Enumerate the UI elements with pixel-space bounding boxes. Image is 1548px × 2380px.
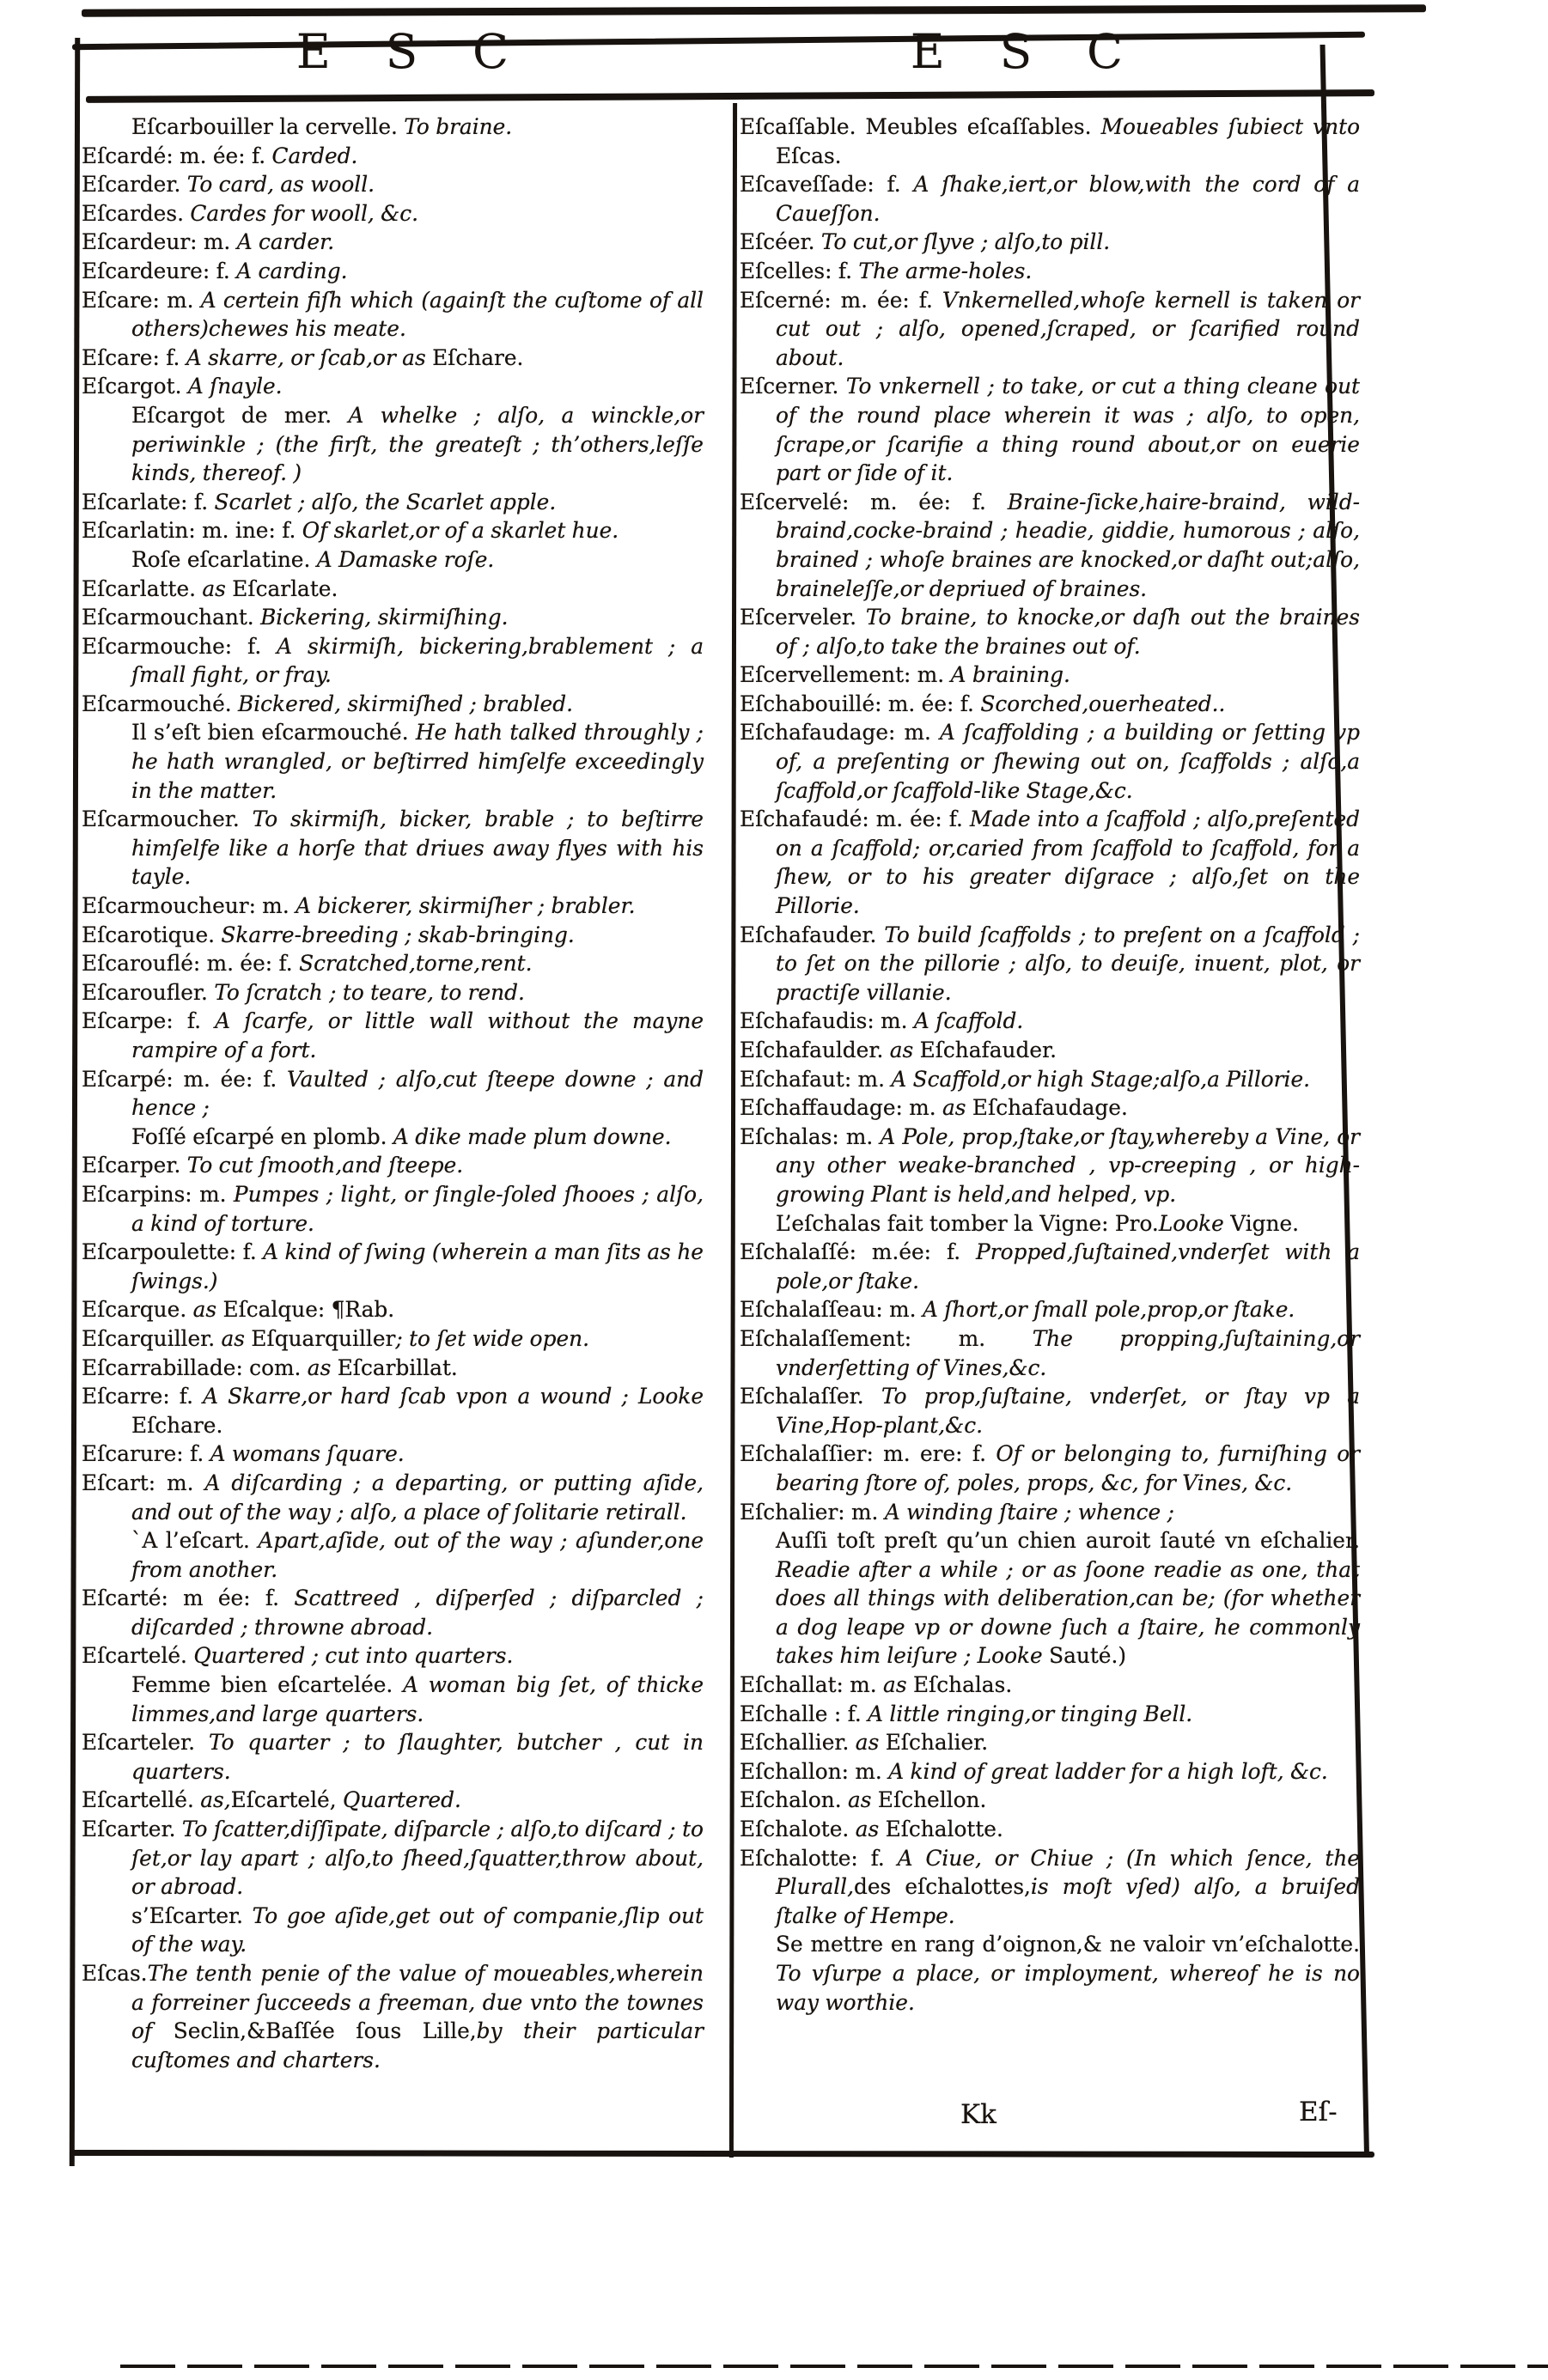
- dictionary-entry: [82, 1728, 704, 1786]
- gloss-text: To ſcratch ; to teare, to rend.: [214, 979, 525, 1005]
- dictionary-entry: [82, 1123, 704, 1152]
- headword-text: Eſcerné: m. ée: f.: [740, 287, 942, 313]
- gloss-text: as: [855, 1730, 886, 1756]
- dictionary-entry: [740, 690, 1360, 719]
- gloss-text: A diſcarding ; a departing, or putting aſide, and out of the way ; alſo, a place of ſolitarie retirall.: [131, 1470, 704, 1525]
- headword-text: Auſſi toſt preſt qu’un chien auroit ſauté vn eſchalier.: [776, 1528, 1360, 1554]
- headword-text: Eſcarmouche: f.: [82, 633, 277, 659]
- top-outer-rule: [82, 4, 1426, 16]
- headword-text: Eſcervellement: m.: [740, 662, 951, 688]
- dictionary-entry: [740, 1324, 1360, 1382]
- dictionary-entry: [740, 488, 1360, 603]
- headword-text: Eſcardes.: [82, 200, 191, 226]
- gloss-text: Braine-ſicke,haire-braind, wild-braind,cocke-braind ; headie, giddie, humorous ; alſo, brained ; whoſe braines are knocked,or daſht out;alſo, braineleſſe,or depriued of braines.: [776, 489, 1360, 601]
- headword-text: Eſcarlate.: [232, 575, 338, 601]
- gloss-text: Vnkernelled,whoſe kernell is taken or cut out ; alſo, opened,ſcraped, or ſcarified round about.: [776, 287, 1361, 370]
- dictionary-entry: [740, 1815, 1360, 1844]
- dictionary-entry: [740, 1209, 1360, 1239]
- dictionary-entry: [740, 1786, 1360, 1815]
- gloss-text: Scratched,torne,rent.: [299, 951, 533, 977]
- dictionary-entry: [82, 1469, 704, 1526]
- headword-text: Eſchalaſſer.: [740, 1384, 882, 1409]
- dictionary-entry: [82, 199, 704, 228]
- gloss-text: Of or belonging to, furniſhing or bearing ſtore of, poles, props, &c, for Vines, &c.: [776, 1441, 1360, 1495]
- gloss-text: Quartered ; cut into quarters.: [193, 1643, 514, 1669]
- dictionary-entry: [740, 372, 1360, 487]
- dictionary-entry: [740, 1700, 1360, 1729]
- headword-text: Eſchalaſſeau: m.: [740, 1297, 923, 1323]
- dictionary-entry: [82, 401, 704, 488]
- headword-text: Eſchafaudage.: [972, 1095, 1128, 1121]
- headword-text: s’Eſcarter.: [131, 1902, 253, 1928]
- gloss-text: To skirmiſh, bicker, brable ; to beſtirre himſelfe like a horſe that driues away flyes with his tayle.: [131, 807, 704, 890]
- headword-text: Eſchafaudé: m. ée: f.: [740, 807, 970, 832]
- headword-text: Eſcarpins: m.: [82, 1181, 234, 1207]
- gloss-text: as: [942, 1095, 972, 1121]
- headword-text: Eſchaffaudage: m.: [740, 1095, 943, 1121]
- gloss-text: Apart,aſide, out of the way ; aſunder,one from another.: [131, 1528, 704, 1582]
- dictionary-entry: [82, 1238, 704, 1295]
- dictionary-entry: [82, 603, 704, 632]
- headword-text: Eſchalon.: [740, 1787, 849, 1813]
- dictionary-entry: [740, 1844, 1360, 1931]
- headword-text: Eſchalaſſement: m.: [740, 1325, 1033, 1351]
- dictionary-entry: [82, 892, 704, 921]
- gloss-text: A ſcaffold.: [913, 1008, 1024, 1034]
- headword-text: Seclin,&Baſſée ſous Lille,: [173, 2018, 477, 2044]
- headword-text: Eſchalas.: [912, 1672, 1013, 1698]
- gloss-text: To vnkernell ; to take, or cut a thing cleane out of the round place wherein it was ; alſo, to open, ſcrape,or ſcarifie a thing round about,or on euerie part or ſide of it.: [776, 374, 1361, 486]
- headword-text: Eſcarper.: [82, 1153, 187, 1178]
- headword-text: Eſchalotte: f.: [740, 1845, 898, 1871]
- headword-text: Eſchare.: [432, 344, 524, 370]
- gloss-text: Looke: [1158, 1210, 1231, 1236]
- headword-text: Eſchafaut: m.: [740, 1066, 892, 1092]
- gloss-text: To goe aſide,get out of companie,ſlip out of the way.: [131, 1902, 704, 1957]
- headword-text: Eſchabouillé: m. ée: f.: [740, 691, 981, 716]
- dictionary-entry: [740, 718, 1360, 805]
- dictionary-entry: [82, 1151, 704, 1180]
- dictionary-entry: [740, 921, 1360, 1007]
- gloss-text: To braine.: [404, 114, 513, 139]
- headword-text: Eſquarquiller: [251, 1325, 396, 1351]
- headword-text: Eſcare: f.: [82, 344, 186, 370]
- headword-text: Eſcarmoucheur: m.: [82, 893, 296, 919]
- gloss-text: To ſcatter,diſſipate, diſparcle ; alſo,to diſcard ; to ſet,or lay apart ; alſo,to ſheed,ſquatter,throw about, or abroad.: [131, 1817, 704, 1900]
- dictionary-entry: [740, 1093, 1360, 1123]
- gloss-text: Scattreed , diſperſed ; diſparcled ; diſcarded ; throwne abroad.: [131, 1586, 704, 1640]
- gloss-text: A Damaske roſe.: [316, 546, 495, 572]
- dictionary-entry: [740, 1498, 1360, 1527]
- dictionary-entry: [82, 1902, 704, 1959]
- dictionary-entry: [82, 1065, 704, 1123]
- dictionary-entry: [82, 286, 704, 344]
- gloss-text: as: [883, 1672, 913, 1698]
- dictionary-entry: [740, 257, 1360, 286]
- gloss-text: Of skarlet,or of a skarlet hue.: [302, 518, 619, 544]
- headword-text: Eſcare: m.: [82, 287, 201, 313]
- headword-text: Eſchare.: [131, 1412, 223, 1438]
- headword-text: Eſchallier.: [740, 1730, 856, 1756]
- headword-text: Eſcarouflé: m. ée: f.: [82, 951, 300, 977]
- dictionary-entry: [740, 1123, 1360, 1209]
- headword-text: Eſcarter.: [82, 1817, 182, 1842]
- gloss-text: Cardes for wooll, &c.: [190, 200, 419, 226]
- headword-text: Eſcarmoucher.: [82, 807, 253, 832]
- dictionary-entry: [740, 1007, 1360, 1036]
- gloss-text: A woman big ſet, of thicke limmes,and large quarters.: [131, 1672, 704, 1726]
- right-column: [740, 113, 1360, 2017]
- dictionary-entry: [740, 1526, 1360, 1671]
- dictionary-entry: [740, 228, 1360, 257]
- headword-text: Eſchalaſſier: m. ere: f.: [740, 1441, 996, 1467]
- dictionary-entry: [82, 1584, 704, 1641]
- headword-text: Eſcas.: [82, 1961, 148, 1986]
- headword-text: Eſchallon: m.: [740, 1758, 889, 1784]
- gloss-text: A skirmiſh, bickering,brablement ; a ſmall fight, or fray.: [131, 633, 704, 688]
- headword-text: Eſchafauder.: [740, 922, 885, 947]
- dictionary-entry: [82, 113, 704, 142]
- headword-text: Eſchellon.: [877, 1787, 987, 1813]
- headword-text: Eſcarteler.: [82, 1730, 209, 1756]
- dictionary-entry: [740, 1728, 1360, 1757]
- gloss-text: as: [848, 1787, 878, 1813]
- gloss-text: as: [221, 1325, 252, 1351]
- gloss-text: Skarre-breeding ; skab-bringing.: [221, 922, 575, 947]
- gloss-text: He hath talked throughly ; he hath wrangled, or beſtirred himſelfe exceedingly in the matter.: [131, 720, 704, 803]
- gloss-text: Carded.: [271, 143, 358, 168]
- headword-text: Eſcarpoulette: f.: [82, 1239, 264, 1265]
- dictionary-entry: [82, 1354, 704, 1383]
- dictionary-entry: [82, 1641, 704, 1671]
- dictionary-entry: [82, 632, 704, 690]
- gloss-text: A womans ſquare.: [210, 1441, 405, 1467]
- header-divider-rule: [86, 89, 1374, 103]
- gloss-text: Scarlet ; alſo, the Scarlet apple.: [214, 489, 557, 514]
- bottom-frame-rule: [72, 2150, 1374, 2158]
- headword-text: Eſcarquiller.: [82, 1325, 222, 1351]
- gloss-text: A whelke ; alſo, a winckle,or periwinkle ; (the firſt, the greateſt ; th’others,leſſe kinds, thereof. ): [131, 402, 704, 486]
- gloss-text: To build ſcaffolds ; to preſent on a ſcaffold ; to ſet on the pillorie ; alſo, to deuiſe, inuent, plot, or practiſe villanie.: [776, 922, 1360, 1005]
- dictionary-entry: [82, 257, 704, 286]
- headword-text: Eſcéer.: [740, 229, 821, 255]
- gloss-text: A kind of ſwing (wherein a man ſits as he ſwings.): [131, 1239, 704, 1293]
- dictionary-entry: [82, 949, 704, 978]
- dictionary-entry: [740, 1757, 1360, 1787]
- gloss-text: Vaulted ; alſo,cut ſteepe downe ; and hence ;: [131, 1066, 704, 1121]
- catchword: Eſ-: [1299, 2097, 1338, 2127]
- gloss-text: A carding.: [236, 258, 348, 283]
- gloss-text: The propping,ſuſtaining,or vnderſetting of Vines,&c.: [776, 1325, 1360, 1380]
- dictionary-entry: [82, 1959, 704, 2074]
- headword-text: Eſchalote.: [740, 1817, 856, 1842]
- headword-text: Eſchalier: m.: [740, 1499, 885, 1525]
- headword-text: Eſcartelé,: [230, 1787, 343, 1813]
- headword-text: Eſcartelé.: [82, 1643, 194, 1669]
- dictionary-entry: [82, 575, 704, 604]
- headword-text: Eſchafauder.: [919, 1038, 1057, 1062]
- headword-text: Eſcarder.: [82, 172, 187, 198]
- headword-text: Eſchalotte.: [885, 1817, 1003, 1842]
- gloss-text: A carder.: [236, 229, 335, 255]
- headword-text: Eſcarotique.: [82, 922, 222, 947]
- gloss-text: Propped,ſuſtained,vnderſet with a pole,or ſtake.: [776, 1239, 1360, 1293]
- headword-text: Eſcarmouchant.: [82, 605, 261, 630]
- dictionary-entry: [82, 718, 704, 805]
- dictionary-entry: [82, 488, 704, 517]
- dictionary-entry: [82, 170, 704, 199]
- dictionary-entry: [740, 1295, 1360, 1324]
- headword-text: Eſcart: m.: [82, 1470, 205, 1495]
- gloss-text: A winding ſtaire ; whence ;: [884, 1499, 1174, 1525]
- headword-text: Eſchafaudage: m.: [740, 720, 940, 746]
- gloss-text: as,: [200, 1787, 231, 1813]
- dictionary-entry: [82, 1526, 704, 1584]
- gloss-text: A Skarre,or hard ſcab vpon a wound ; Looke: [203, 1384, 704, 1409]
- gloss-text: as: [307, 1354, 338, 1380]
- headword-text: Eſcarlatin: m. ine: f.: [82, 518, 302, 544]
- headword-text: Eſchalier.: [885, 1730, 989, 1756]
- headword-text: Eſcargot.: [82, 374, 188, 399]
- gloss-text: as: [202, 575, 233, 601]
- running-head-left: E S C: [296, 24, 529, 79]
- headword-text: Eſcaveſſade: f.: [740, 172, 914, 198]
- gloss-text: as: [855, 1817, 886, 1842]
- headword-text: Eſchalas: m.: [740, 1123, 881, 1149]
- dictionary-entry: [82, 805, 704, 892]
- gloss-text: A Ciue, or Chiue ; (In which ſence, the Plurall,: [776, 1845, 1360, 1900]
- gloss-text: The tenth penie of the value of moueables,wherein a forreiner ſucceeds a freeman, due vnto the townes of: [131, 1961, 704, 2044]
- dictionary-entry: [82, 1382, 704, 1440]
- headword-text: Eſcardé: m. ée: f.: [82, 143, 272, 168]
- dictionary-entry: [740, 1065, 1360, 1094]
- gloss-text: A certein fiſh which (againſt the cuſtome of all others)chewes his meate.: [131, 287, 704, 342]
- gloss-text: ; to ſet wide open.: [395, 1325, 589, 1351]
- dictionary-entry: [82, 1295, 704, 1324]
- gloss-text: Made into a ſcaffold ; alſo,preſented on a ſcaffold; or,caried from ſcaffold to ſcaffold, for a ſhew, or to his greater diſgrace ; alſo,ſet on the Pillorie.: [776, 807, 1360, 919]
- dictionary-entry: [82, 228, 704, 257]
- headword-text: Eſcarmouché.: [82, 691, 239, 716]
- headword-text: Eſcarure: f.: [82, 1441, 210, 1467]
- dictionary-entry: [82, 1815, 704, 1902]
- running-head-right: E S C: [910, 24, 1143, 79]
- gloss-text: Scorched,ouerheated..: [980, 691, 1226, 716]
- gloss-text: as: [192, 1297, 223, 1323]
- headword-text: Eſcarrabillade: com.: [82, 1354, 308, 1380]
- headword-text: Sauté.): [1049, 1643, 1127, 1669]
- headword-text: Eſcerner.: [740, 374, 846, 399]
- headword-text: Eſcarpé: m. ée: f.: [82, 1066, 288, 1092]
- dictionary-entry: [740, 660, 1360, 690]
- headword-text: Femme bien eſcartelée.: [131, 1672, 404, 1698]
- dictionary-entry: [82, 142, 704, 171]
- dictionary-entry: [82, 545, 704, 575]
- gloss-text: A Scaffold,or high Stage;alſo,a Pillorie.: [891, 1066, 1311, 1092]
- column-divider-rule: [729, 103, 737, 2158]
- headword-text: Eſcas.: [776, 143, 842, 168]
- gloss-text: A dike made plum downe.: [393, 1123, 672, 1149]
- gloss-text: A ſhake,iert,or blow,with the cord of a Caueſſon.: [776, 172, 1360, 226]
- left-frame-border: [70, 38, 80, 2166]
- gloss-text: by their particular cuſtomes and charters.: [131, 2018, 704, 2073]
- dictionary-entry: [740, 1238, 1360, 1295]
- dictionary-entry: [82, 1786, 704, 1815]
- gloss-text: To prop,ſuſtaine, vnderſet, or ſtay vp a Vine,Hop-plant,&c.: [776, 1384, 1360, 1438]
- dictionary-entry: [82, 1671, 704, 1728]
- headword-text: Eſcarre: f.: [82, 1384, 204, 1409]
- gloss-text: The arme-holes.: [858, 258, 1033, 283]
- gloss-text: Moueables ſubiect vnto: [1100, 114, 1360, 139]
- headword-text: Eſcardeur: m.: [82, 229, 237, 255]
- gloss-text: Quartered.: [342, 1787, 461, 1813]
- gloss-text: as: [889, 1038, 920, 1062]
- headword-text: Eſchafaulder.: [740, 1038, 890, 1062]
- gloss-text: A ſcarfe, or little wall without the mayne rampire of a fort.: [131, 1008, 704, 1062]
- headword-text: Eſcelles: f.: [740, 258, 859, 283]
- gloss-text: A ſcaffolding ; a building or ſetting vp of, a preſenting or ſhewing out on, ſcaffolds ; alſo,a ſcaffold,or ſcaffold-like Stage,&c.: [776, 720, 1360, 803]
- dictionary-entry: [82, 372, 704, 401]
- dictionary-entry: [82, 1007, 704, 1064]
- gloss-text: A kind of great ladder for a high loft, &c.: [888, 1758, 1328, 1784]
- headword-text: Eſchafaudis: m.: [740, 1008, 914, 1034]
- gloss-text: Readie after a while ; or as ſoone readie as one, that does all things with deliberation,can be; (for whether a dog leape vp or downe ſuch a ſtaire, he commonly takes him leiſure ; Looke: [776, 1556, 1360, 1669]
- headword-text: Eſcaroufler.: [82, 979, 215, 1005]
- headword-text: Eſcarlate: f.: [82, 489, 215, 514]
- dictionary-entry: [740, 1382, 1360, 1440]
- top-inner-rule: [72, 32, 1365, 50]
- gloss-text: A ſnayle.: [187, 374, 283, 399]
- headword-text: Eſchallat: m.: [740, 1672, 884, 1698]
- dictionary-entry: [740, 1930, 1360, 2017]
- dictionary-entry: [82, 344, 704, 373]
- gloss-text: To cut ſmooth,and ſteepe.: [186, 1153, 464, 1178]
- headword-text: Eſchalle : f.: [740, 1701, 868, 1726]
- headword-text: Eſcarlatte.: [82, 575, 203, 601]
- headword-text: `A l’eſcart.: [131, 1528, 259, 1554]
- dictionary-entry: [740, 286, 1360, 373]
- gloss-text: Bickering, skirmiſhing.: [260, 605, 509, 630]
- headword-text: Se mettre en rang d’oignon,& ne valoir vn’eſchalotte.: [776, 1932, 1360, 1957]
- headword-text: Roſe eſcarlatine.: [131, 546, 317, 572]
- headword-text: Eſcarbouiller la cervelle.: [131, 114, 405, 139]
- gloss-text: A skarre, or ſcab,or as: [186, 344, 433, 370]
- headword-text: Eſcarbillat.: [337, 1354, 458, 1380]
- dictionary-entry: [740, 1671, 1360, 1700]
- headword-text: L’eſchalas fait tomber la Vigne: Pro.: [776, 1210, 1159, 1236]
- gloss-text: To vſurpe a place, or imployment, whereof he is no way worthie.: [776, 1961, 1360, 2015]
- dictionary-entry: [740, 170, 1360, 228]
- headword-text: des eſchalottes,: [853, 1874, 1031, 1900]
- dictionary-entry: [740, 805, 1360, 920]
- headword-text: Eſcervelé: m. ée: f.: [740, 489, 1008, 514]
- headword-text: Vigne.: [1230, 1210, 1300, 1236]
- dictionary-entry: [82, 921, 704, 950]
- headword-text: Eſcartellé.: [82, 1787, 201, 1813]
- gloss-text: is moſt vſed) alſo, a bruiſed ſtalke of Hempe.: [776, 1874, 1360, 1928]
- dictionary-entry: [740, 113, 1360, 170]
- headword-text: Foſſé eſcarpé en plomb.: [131, 1123, 393, 1149]
- dictionary-entry: [740, 1440, 1360, 1497]
- headword-text: Eſcaſſable. Meubles eſcaſſables.: [740, 114, 1101, 139]
- dictionary-entry: [740, 603, 1360, 660]
- dictionary-entry: [82, 1180, 704, 1238]
- headword-text: Eſcarté: m ée: f.: [82, 1586, 295, 1611]
- gloss-text: To quarter ; to ſlaughter, butcher , cut in quarters.: [131, 1730, 704, 1784]
- dictionary-entry: [82, 1324, 704, 1354]
- dictionary-entry: [82, 1440, 704, 1469]
- gloss-text: A Pole, prop,ſtake,or ſtay,whereby a Vine, or any other weake-branched , vp-creeping , or high-growing Plant is held,and helped, vp.: [776, 1123, 1360, 1207]
- headword-text: Eſcerveler.: [740, 605, 866, 630]
- dictionary-entry: [82, 516, 704, 545]
- gloss-text: A little ringing,or tinging Bell.: [868, 1701, 1193, 1726]
- gloss-text: A braining.: [950, 662, 1070, 688]
- left-column: [82, 113, 704, 2074]
- signature-mark: Kk: [960, 2099, 996, 2130]
- headword-text: Eſcardeure: f.: [82, 258, 237, 283]
- headword-text: Il s’eſt bien eſcarmouché.: [131, 720, 416, 746]
- headword-text: Eſcalque: ¶Rab.: [222, 1297, 395, 1323]
- gloss-text: A bickerer, skirmiſher ; brabler.: [296, 893, 636, 919]
- scan-bottom-edge-line: [120, 2365, 1548, 2368]
- dictionary-entry: [740, 1036, 1360, 1065]
- gloss-text: To braine, to knocke,or daſh out the braines of ; alſo,to take the braines out of.: [776, 605, 1360, 659]
- headword-text: Eſcarque.: [82, 1297, 193, 1323]
- headword-text: Eſcargot de mer.: [131, 402, 349, 428]
- dictionary-entry: [82, 690, 704, 719]
- gloss-text: To card, as wooll.: [186, 172, 375, 198]
- dictionary-entry: [82, 978, 704, 1007]
- gloss-text: To cut,or ſlyve ; alſo,to pill.: [820, 229, 1111, 255]
- headword-text: Eſcarpe: f.: [82, 1008, 216, 1034]
- gloss-text: A ſhort,or ſmall pole,prop,or ſtake.: [922, 1297, 1295, 1323]
- headword-text: Eſchalaſſé: m.ée: f.: [740, 1239, 977, 1265]
- gloss-text: Bickered, skirmiſhed ; brabled.: [238, 691, 573, 716]
- gloss-text: Pumpes ; light, or ſingle-ſoled ſhooes ; alſo, a kind of torture.: [131, 1181, 704, 1236]
